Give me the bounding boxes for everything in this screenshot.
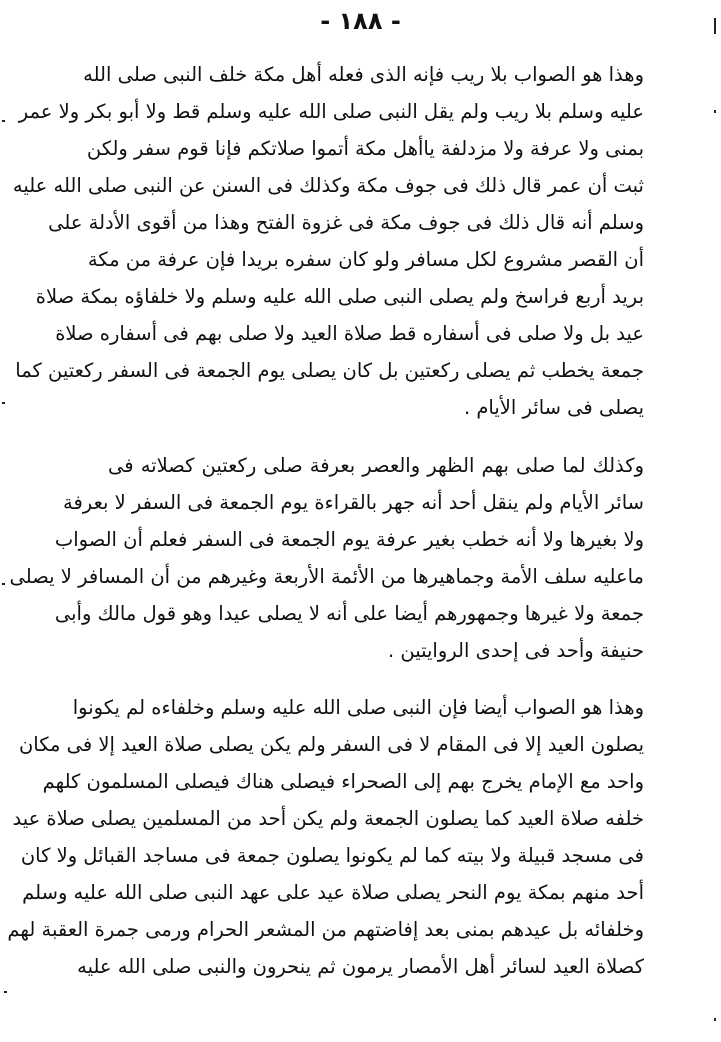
scan-mark xyxy=(2,583,5,585)
scan-mark xyxy=(714,110,716,113)
text-line: ثبت أن عمر قال ذلك فى جوف مكة وكذلك فى السنن عن النبى صلى الله عليه xyxy=(12,174,644,197)
text-line: وسلم أنه قال ذلك فى جوف مكة فى غزوة الفتح وهذا من أقوى الأدلة على xyxy=(48,211,644,234)
scan-mark xyxy=(714,1018,716,1021)
text-line: وخلفائه بل عيدهم بمنى بعد إفاضتهم من المشعر الحرام ورمى جمرة العقبة لهم xyxy=(7,918,644,941)
scan-mark xyxy=(714,18,716,34)
paragraph-1 xyxy=(12,56,644,426)
text-line: بمنى ولا عرفة ولا مزدلفة ياأهل مكة أتموا صلاتكم فإنا قوم سفر ولكن xyxy=(86,137,644,160)
text-line: سائر الأيام ولم ينقل أحد أنه جهر بالقراءة يوم الجمعة فى السفر لا بعرفة xyxy=(63,491,644,514)
text-line: ماعليه سلف الأمة وجماهيرها من الأئمة الأربعة وغيرهم من أن المسافر لا يصلى xyxy=(9,565,644,588)
text-line: وهذا هو الصواب بلا ريب فإنه الذى فعله أهل مكة خلف النبى صلى الله xyxy=(83,63,644,86)
text-line: جمعة يخطب ثم يصلى ركعتين بل كان يصلى يوم الجمعة فى السفر ركعتين كما xyxy=(15,359,644,382)
text-line: كصلاة العيد لسائر أهل الأمصار يرمون ثم ينحرون والنبى صلى الله عليه xyxy=(77,955,644,978)
text-line: يصلون العيد إلا فى المقام لا فى السفر ولم يكن يصلى صلاة العيد إلا فى مكان xyxy=(18,733,644,756)
text-line: أحد منهم بمكة يوم النحر يصلى صلاة عيد على عهد النبى صلى الله عليه وسلم xyxy=(22,881,644,904)
text-line: وهذا هو الصواب أيضا فإن النبى صلى الله عليه وسلم وخلفاءه لم يكونوا xyxy=(72,696,644,719)
text-line: جمعة ولا غيرها وجمهورهم أيضا على أنه لا يصلى عيدا وهو قول مالك وأبى xyxy=(54,602,644,625)
scan-mark xyxy=(2,120,5,122)
text-line: يصلى فى سائر الأيام . xyxy=(463,396,644,419)
paragraph-3 xyxy=(7,689,644,985)
page-number: - ١٨٨ - xyxy=(320,7,401,35)
text-line: عيد بل ولا صلى فى أسفاره قط صلاة العيد ولا صلى بهم فى أسفاره صلاة xyxy=(55,322,644,345)
text-line: عليه وسلم بلا ريب ولم يقل النبى صلى الله عليه وسلم قط ولا أبو بكر ولا عمر xyxy=(18,100,644,123)
text-line: حنيفة وأحد فى إحدى الروايتين . xyxy=(388,639,644,662)
paragraph-2 xyxy=(9,447,644,669)
scan-mark xyxy=(2,402,5,404)
text-line: فى مسجد قبيلة ولا بيته كما لم يكونوا يصلون جمعة فى مساجد القبائل ولا كان xyxy=(20,844,644,867)
text-line: ولا بغيرها ولا أنه خطب بغير عرفة يوم الجمعة فى السفر فعلم أن الصواب xyxy=(54,528,644,551)
text-line: وكذلك لما صلى بهم الظهر والعصر بعرفة صلى ركعتين كصلاته فى xyxy=(108,454,644,477)
text-line: أن القصر مشروع لكل مسافر ولو كان سفره بريدا فإن عرفة من مكة xyxy=(87,248,644,271)
text-line: خلفه صلاة العيد كما يصلون الجمعة ولم يكن أحد من المسلمين يصلى صلاة عيد xyxy=(12,807,644,830)
text-line: واحد مع الإمام يخرج بهم إلى الصحراء فيصلى هناك فيصلى المسلمون كلهم xyxy=(42,770,644,793)
text-line: بريد أربع فراسخ ولم يصلى النبى صلى الله عليه وسلم ولا خلفاؤه بمكة صلاة xyxy=(35,285,644,308)
scan-mark xyxy=(4,991,7,993)
